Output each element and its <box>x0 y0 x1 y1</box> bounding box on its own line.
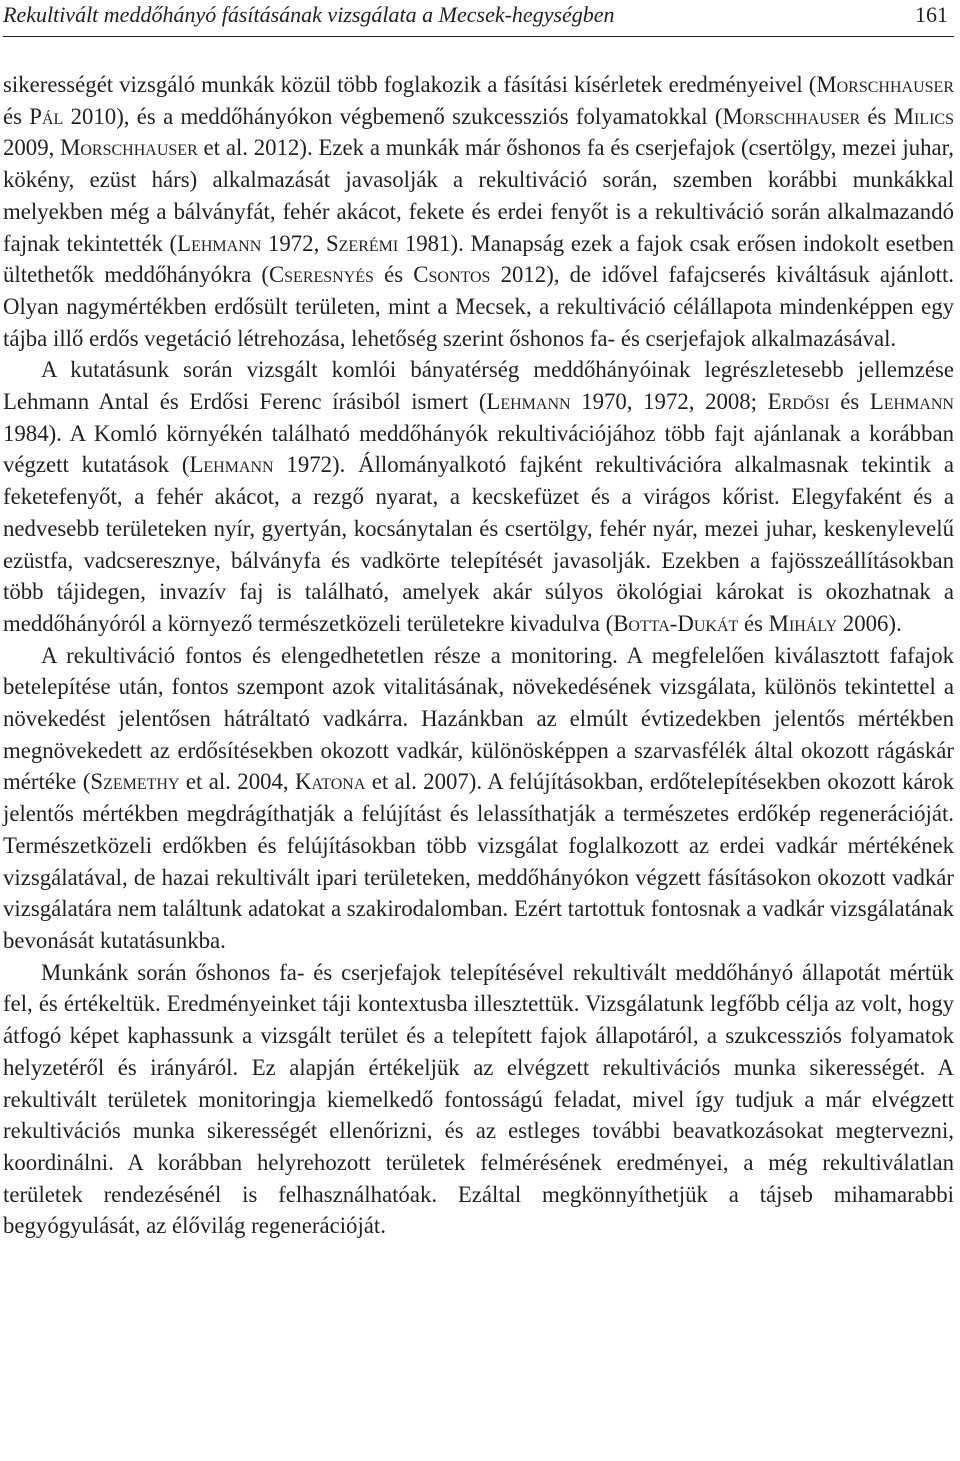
text-run: 2010), és a meddőhányókon végbemenő szukcessziós folyamatokkal ( <box>63 103 723 129</box>
paragraph <box>3 354 954 639</box>
author-citation: Katona <box>294 769 366 795</box>
author-citation: Erdősi <box>767 389 830 415</box>
text-run: Munkánk során őshonos fa- és cserjefajok telepítésével rekultivált meddőhányó állapotát mértük fel, és értékeltük. Eredményeinket táji kontextusba illesztettük. Vizsgálatunk legfőbb célja az volt, hogy átfogó képet kaphassunk a vizsgált terület és a telepített fajok állapotáról, a szukcessziós folyamatok helyzetéről és irányáról. Ez alapján értékeljük az elvégzett rekultivációs munka sikerességét. A rekultivált területek monitoringja kiemelkedő fontosságú feladat, mivel így tudjuk a már elvégzett rekultivációs munka sikerességét ellenőrizni, és az estleges további beavatkozásokat megtervezni, koordinálni. A korábban helyrehozott területek felmérésének eredményei, a még rekultiválatlan területek rendezésénél is felhasználhatóak. Ezáltal megkönnyíthetjük a tájseb mihamarabbi begyógyulását, az élővilág regenerációját. <box>3 959 954 1239</box>
author-citation: Szemethy <box>90 769 180 795</box>
author-citation: Szerémi <box>325 230 399 256</box>
paragraph <box>3 957 954 1242</box>
text-run: 1972, <box>261 230 326 256</box>
author-citation: Morschhauser <box>60 135 198 161</box>
text-run: 2006). <box>837 610 902 636</box>
paragraph <box>3 69 954 354</box>
text-run: 2012), de idővel fafajcserés kiváltásuk ajánlott. Olyan nagymértékben erdősült területen, mint a Mecsek, a rekultiváció célállapota mindenképpen egy tájba illő erdős vegetáció létrehozása, lehetőség szerint őshonos fa- és cserjefajok alkalmazásával. <box>3 262 954 351</box>
paragraph <box>3 640 954 957</box>
text-run: 2009, <box>3 135 61 161</box>
author-citation: Mihály <box>768 610 838 636</box>
text-run: A rekultiváció fontos és elengedhetetlen része a monitoring. A megfelelően kiválasztott fafajok betelepítése után, fontos szempont azok vitalitásának, növekedésének vizsgálata, különös tekintettel a növekedést jelentősen hátráltató vadkárra. Hazánkban az elmúlt évtizedekben jelentős mértékben megnövekedett az erdősítésekben okozott vadkár, különösképpen a szarvasfélék által okozott rágáskár mértéke ( <box>3 642 954 795</box>
text-run: sikerességét vizsgáló munkák közül több foglakozik a fásítási kísérletek eredményeivel ( <box>3 72 817 97</box>
author-citation: Lehmann <box>177 230 262 256</box>
author-citation: Milics <box>893 103 954 129</box>
running-header <box>3 0 954 37</box>
text-run: et al. 2012). Ezek a munkák már őshonos fa és cserjefajok (csertölgy, mezei juhar, kökény, ezüst hárs) alkalmazását javasolják a rekultiváció során, szemben korábbi munkákkal melyekben még a bálványfát, fehér akácot, fekete és erdei fenyőt is a rekultiváció során alkalmazandó fajnak tekintették ( <box>3 135 954 256</box>
text-run: et al. 2007). A felújításokban, erdőtelepítésekben okozott károk jelentős mértékben megdrágíthatják a felújítást és lelassíthatják a természetes erdőkép regenerációját. Természetközeli erdőkben és felújításokban több vizsgálat foglalkozott az erdei vadkár mértékének vizsgálatával, de hazai rekultivált ipari területeken, meddőhányókon végzett fásításokon okozott vadkár vizsgálatára nem találtunk adatokat a szakirodalomban. Ezért tartottuk fontosnak a vadkár vizsgálatának bevonását kutatásunkba. <box>3 769 954 953</box>
author-citation: Pál <box>29 103 64 129</box>
text-run: A kutatásunk során vizsgált komlói bányatérség meddőhányóinak legrészletesebb jellemzése Lehmann Antal és Erdősi Ferenc írásiból ismert ( <box>3 357 954 415</box>
author-citation: Morschhauser <box>722 103 861 129</box>
text-run: 1984). A Komló környékén található meddőhányók rekultivációjához több fajt ajánlanak a korábban végzett kutatások ( <box>3 420 954 478</box>
text-run: 1981). Manapság ezek a fajok csak erősen indokolt esetben ültethetők meddőhányókra ( <box>3 230 954 288</box>
author-citation: Botta-Dukát <box>613 610 739 636</box>
author-citation: Csontos <box>413 262 491 288</box>
text-run: és <box>738 610 769 636</box>
author-citation: Cseresnyés <box>268 262 374 288</box>
text-run: és <box>373 262 414 288</box>
text-run: 1970, 1972, 2008; <box>570 389 768 415</box>
text-run: és <box>829 389 870 415</box>
text-run: et al. 2004, <box>179 769 295 795</box>
running-title: Rekultivált meddőhányó fásításának vizsgálata a Mecsek-hegységben <box>3 2 615 27</box>
author-citation: Morschhauser <box>816 72 954 97</box>
body-text <box>3 69 954 1242</box>
author-citation: Lehmann <box>869 389 954 415</box>
page-number: 161 <box>915 2 948 27</box>
author-citation: Lehmann <box>486 389 571 415</box>
text-run: és <box>3 103 30 129</box>
author-citation: Lehmann <box>189 452 274 478</box>
text-run: 1972). Állományalkotó fajként rekultivációra alkalmasnak tekintik a feketefenyőt, a fehér akácot, a rezgő nyarat, a kecskefüzet és a virágos kőrist. Elegyfaként és a nedvesebb területeken nyír, gyertyán, kocsánytalan és csertölgy, fehér nyár, mezei juhar, keskenylevelű ezüstfa, vadcseresznye, bálványfa és vadkörte telepítését javasolják. Ezekben a fajösszeállításokban több tájidegen, invazív faj is található, amelyek akár súlyos ökológiai károkat is okozhatnak a meddőhányóról a környező természetközeli területekre kivadulva ( <box>3 452 954 636</box>
text-run: és <box>860 103 894 129</box>
